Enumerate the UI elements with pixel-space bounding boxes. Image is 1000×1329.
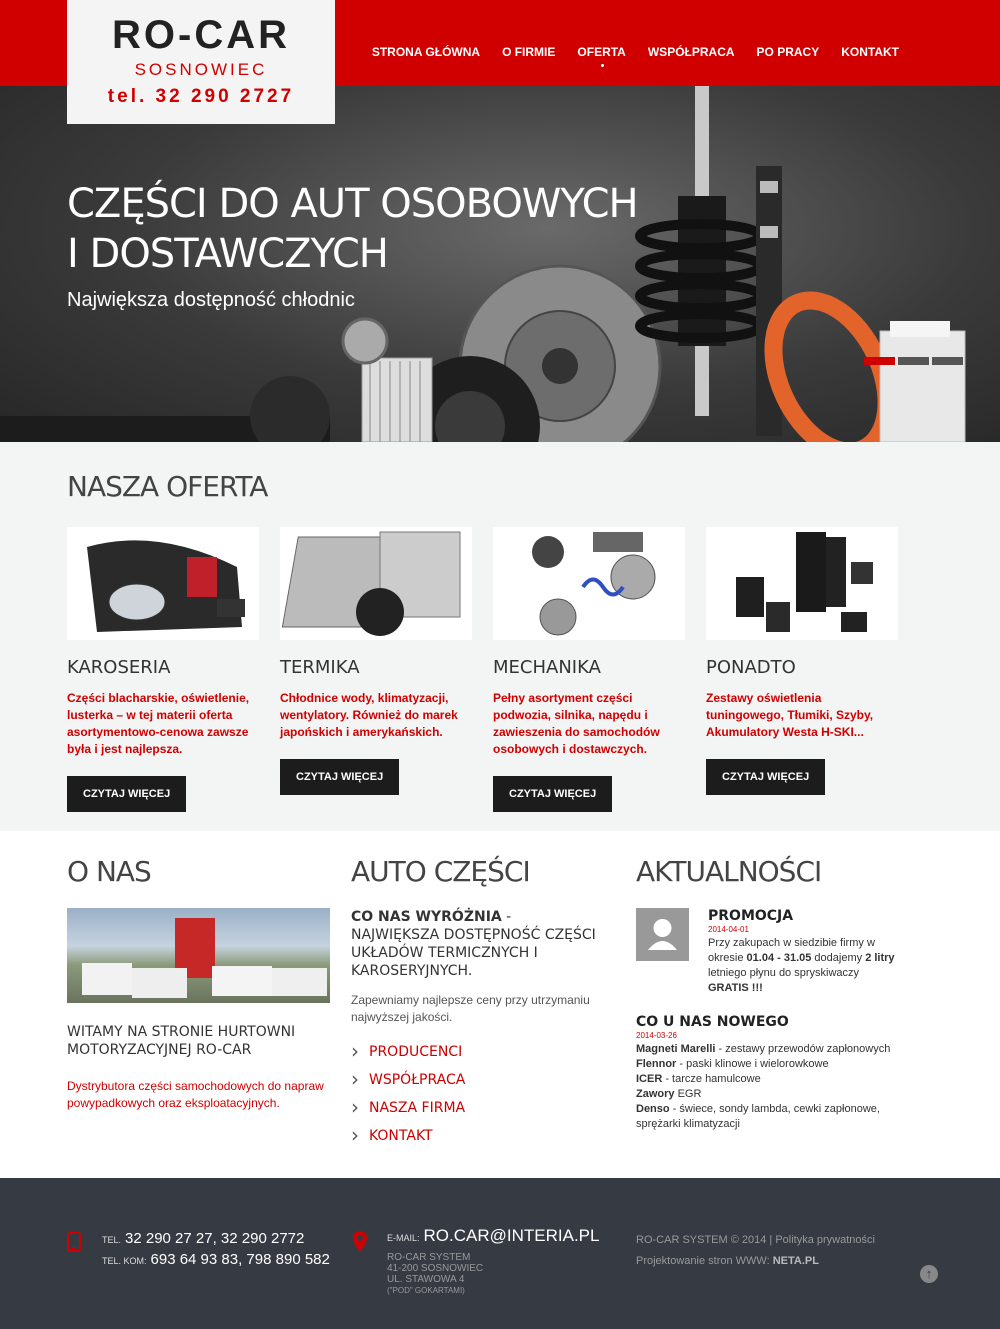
slider-dot-2[interactable] (898, 357, 929, 365)
address-line: UL. STAWOWA 4 (387, 1274, 465, 1285)
text-part: - świece, sondy lambda, cewki zapłonowe, sprężarki klimatyzacji (636, 1103, 880, 1130)
kom-value[interactable]: 693 64 93 83, 798 890 582 (150, 1251, 330, 1268)
about-title: O NAS (67, 855, 151, 888)
text-part: - zestawy przewodów zapłonowych (715, 1043, 891, 1055)
lead-bold: CO NAS WYRÓŻNIA (351, 909, 502, 925)
design-link[interactable]: NETA.PL (772, 1255, 819, 1267)
location-pin-icon (352, 1230, 368, 1254)
email-value[interactable]: RO.CAR@INTERIA.PL (423, 1226, 600, 1245)
nav-after-work[interactable]: PO PRACY (756, 45, 820, 59)
ponadto-image[interactable] (706, 527, 898, 640)
news-item-date: 2014-04-01 (708, 925, 749, 934)
address-line: RO-CAR SYSTEM (387, 1252, 471, 1263)
user-placeholder-icon (636, 908, 689, 961)
hero-title (67, 179, 638, 279)
nav-cooperation[interactable]: WSPÓŁPRACA (647, 45, 735, 59)
design-label: Projektowanie stron WWW: (636, 1255, 773, 1267)
text-bold: 01.04 - 31.05 (746, 952, 812, 964)
text-bold: GRATIS !!! (708, 982, 763, 994)
read-more-button[interactable]: CZYTAJ WIĘCEJ (706, 759, 825, 795)
text-part: Przy zakupach w siedzibie firmy w okresie (708, 937, 875, 964)
karoseria-image[interactable] (67, 527, 259, 640)
link-kontakt[interactable]: › KONTAKT (351, 1122, 596, 1150)
lead-rest: - NAJWIĘKSZA DOSTĘPNOŚĆ CZĘŚCI UKŁADÓW TERMICZNYCH I KAROSERYJNYCH. (351, 909, 596, 979)
news-item-promocja (636, 908, 900, 996)
text-bold: ICER (636, 1073, 663, 1085)
card-text: Pełny asortyment części podwozia, silnika, napędu i zawieszenia do samochodów osobowych i dostawczych. (493, 691, 660, 756)
text-part: EGR (674, 1088, 702, 1100)
text-bold: 2 litry (865, 952, 895, 964)
offer-card-karoseria (67, 527, 259, 812)
auto-parts-lead (351, 908, 596, 980)
auto-parts-column (351, 855, 596, 1150)
news-item-date: 2014-03-26 (636, 1031, 677, 1040)
news-item-title[interactable]: CO U NAS NOWEGO (636, 1014, 789, 1030)
news-title: AKTUALNOŚCI (636, 855, 822, 888)
dropdown-indicator-icon (601, 64, 604, 67)
card-title: MECHANIKA (493, 657, 601, 678)
offer-card-mechanika (493, 527, 685, 812)
read-more-button[interactable]: CZYTAJ WIĘCEJ (280, 759, 399, 795)
nav-offer[interactable] (577, 45, 625, 59)
nav-contact[interactable]: KONTAKT (841, 45, 899, 59)
mechanika-image[interactable] (493, 527, 685, 640)
card-text: Chłodnice wody, klimatyzacji, wentylatory. Również do marek japońskich i amerykańskich. (280, 691, 458, 739)
footer-email (352, 1226, 599, 1246)
slider-dot-1[interactable] (864, 357, 895, 365)
news-item-nowosci (636, 1014, 900, 1132)
card-text: Zestawy oświetlenia tuningowego, Tłumiki, Szyby, Akumulatory Westa H-SKI... (706, 691, 874, 739)
text-part: letniego płynu do spryskiwaczy (708, 967, 860, 979)
nav-offer-label: OFERTA (577, 45, 626, 59)
slider-dot-3[interactable] (932, 357, 963, 365)
tel-label: TEL. (102, 1235, 122, 1245)
card-title: TERMIKA (280, 657, 360, 678)
text-bold: Denso (636, 1103, 670, 1115)
auto-parts-text: Zapewniamy najlepsze ceny przy utrzymaniu najwyższej jakości. (351, 993, 590, 1024)
news-column (636, 855, 900, 1132)
hero-slider (0, 86, 1000, 442)
copyright-text[interactable]: RO-CAR SYSTEM © 2014 | Polityka prywatności (636, 1234, 875, 1246)
main-nav (350, 45, 899, 59)
slider-pagination (864, 357, 963, 365)
hero-subtitle: Największa dostępność chłodnic (67, 289, 355, 311)
logo-brand: RO-CAR (112, 13, 290, 57)
tel-value[interactable]: 32 290 27 27, 32 290 2772 (125, 1230, 305, 1247)
footer (0, 1178, 1000, 1329)
footer-contact (352, 1226, 599, 1296)
offer-card-ponadto (706, 527, 898, 795)
card-title: KAROSERIA (67, 657, 171, 678)
logo-city: SOSNOWIEC (134, 60, 268, 79)
about-column (67, 855, 330, 1112)
news-item-text (636, 1042, 900, 1132)
link-wspolpraca[interactable]: › WSPÓŁPRACA (351, 1066, 596, 1094)
address-line: 41-200 SOSNOWIEC (387, 1263, 484, 1274)
scroll-top-icon[interactable]: ↑ (920, 1265, 938, 1283)
text-bold: Flennor (636, 1058, 677, 1070)
link-producenci[interactable]: › PRODUCENCI (351, 1038, 596, 1066)
footer-kom (67, 1251, 330, 1272)
logo-tel: tel. 32 290 2727 (107, 86, 295, 107)
link-nasza-firma[interactable]: › NASZA FIRMA (351, 1094, 596, 1122)
card-title: PONADTO (706, 657, 796, 678)
nav-home[interactable]: STRONA GŁÓWNA (371, 45, 481, 59)
email-label: E-MAIL: (387, 1233, 420, 1243)
address-line: ("POD" GOKARTAMI) (387, 1286, 465, 1295)
news-item-text (708, 936, 900, 996)
text-part: - paski klinowe i wielorowkowe (676, 1058, 829, 1070)
text-bold: Zawory (636, 1088, 675, 1100)
design-credit (636, 1251, 875, 1272)
news-line (636, 1102, 900, 1132)
read-more-button[interactable]: CZYTAJ WIĘCEJ (67, 776, 186, 812)
footer-copyright (636, 1230, 875, 1272)
text-part: - tarcze hamulcowe (662, 1073, 761, 1085)
footer-tel (67, 1230, 330, 1251)
kom-label: TEL. KOM: (102, 1256, 147, 1266)
logo[interactable] (67, 0, 335, 124)
news-line (636, 1057, 900, 1072)
news-line (636, 1072, 900, 1087)
about-text: Dystrybutora części samochodowych do napraw powypadkowych oraz eksploatacyjnych. (67, 1079, 324, 1110)
text-bold: Magneti Marelli (636, 1043, 716, 1055)
text-part: dodajemy (811, 952, 866, 964)
hero-title-line1: CZĘŚCI DO AUT OSOBOWYCH (67, 181, 638, 227)
auto-parts-title: AUTO CZĘŚCI (351, 855, 530, 888)
read-more-button[interactable]: CZYTAJ WIĘCEJ (493, 776, 612, 812)
footer-address (352, 1252, 599, 1296)
nav-about[interactable]: O FIRMIE (502, 45, 556, 59)
news-line (636, 1087, 900, 1102)
company-photo (67, 908, 330, 1003)
offer-title: NASZA OFERTA (67, 470, 268, 503)
offer-card-termika (280, 527, 472, 795)
about-heading: WITAMY NA STRONIE HURTOWNI MOTORYZACYJNEJ RO-CAR (67, 1024, 296, 1058)
card-text: Części blacharskie, oświetlenie, lusterka – w tej materii oferta asortymentowo-cenowa zawsze była i jest najlepsza. (67, 691, 250, 756)
offer-section (0, 442, 1000, 831)
phone-icon (67, 1232, 81, 1252)
auto-parts-links (351, 1038, 596, 1150)
news-item-title[interactable]: PROMOCJA (708, 908, 794, 924)
hero-title-line2: I DOSTAWCZYCH (67, 231, 388, 277)
termika-image[interactable] (280, 527, 472, 640)
news-line (636, 1042, 900, 1057)
footer-phones (67, 1230, 330, 1272)
